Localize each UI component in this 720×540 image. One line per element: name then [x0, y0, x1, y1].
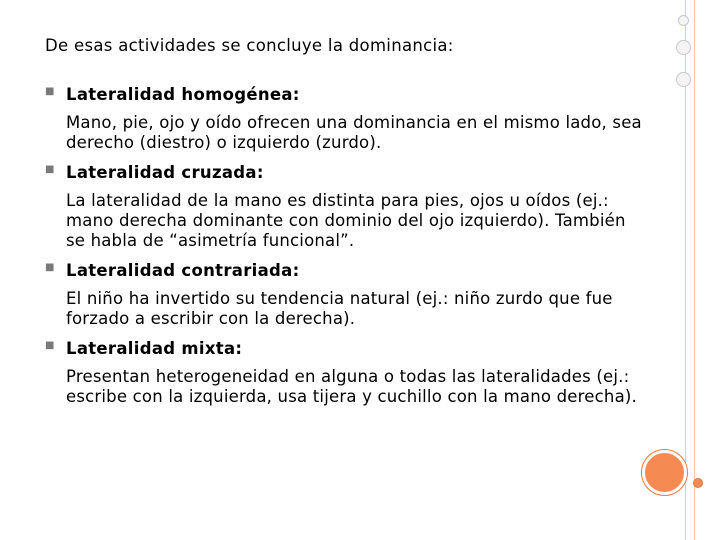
- item-description: Presentan heterogeneidad en alguna o todas las lateralidades (ej.: escribe con la izquierda, usa tijera y cuchillo con la mano derecha).: [66, 367, 637, 406]
- accent-circle-icon: [642, 450, 687, 495]
- accent-dot-icon: [693, 478, 703, 488]
- bullet-icon: ■: [45, 262, 55, 273]
- bullet-icon: ■: [45, 86, 55, 97]
- list-item: [45, 80, 645, 153]
- list-item: [45, 334, 645, 407]
- list-item: [45, 158, 645, 251]
- item-description: El niño ha invertido su tendencia natural (ej.: niño zurdo que fue forzado a escribir con la derecha).: [66, 289, 613, 328]
- decorative-circle-icon: [676, 40, 691, 55]
- decorative-circle-icon: [678, 15, 689, 26]
- item-description: La lateralidad de la mano es distinta para pies, ojos u oídos (ej.: mano derecha dominante con dominio del ojo izquierdo). También se habla de “asimetría funcional”.: [66, 191, 626, 250]
- item-title: Lateralidad mixta:: [66, 339, 243, 358]
- item-title: Lateralidad homogénea:: [66, 85, 300, 104]
- bullet-icon: ■: [45, 340, 55, 351]
- slide-heading: De esas actividades se concluye la dominancia:: [45, 36, 454, 55]
- list-item: [45, 256, 645, 329]
- bullet-list: [45, 80, 645, 412]
- decorative-circle-icon: [676, 72, 691, 87]
- item-description: Mano, pie, ojo y oído ofrecen una dominancia en el mismo lado, sea derecho (diestro) o izquierdo (zurdo).: [66, 113, 642, 152]
- bullet-icon: ■: [45, 164, 55, 175]
- item-title: Lateralidad contrariada:: [66, 261, 300, 280]
- item-title: Lateralidad cruzada:: [66, 163, 264, 182]
